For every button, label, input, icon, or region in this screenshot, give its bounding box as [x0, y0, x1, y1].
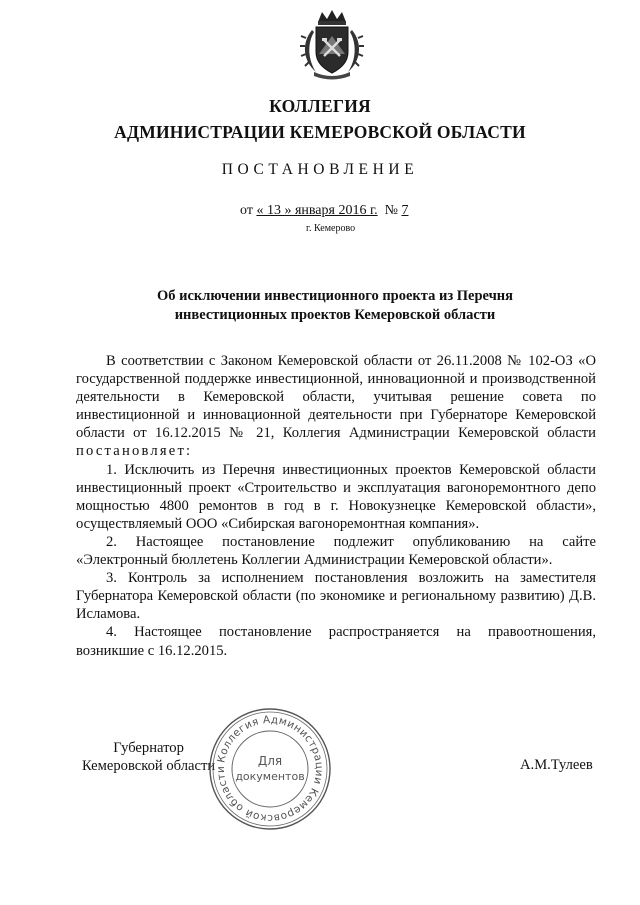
- date-day-value: 13: [263, 203, 285, 218]
- stamp-center-line-2: документов: [235, 770, 305, 783]
- collegium-title: КОЛЛЕГИЯ: [269, 96, 371, 116]
- administration-title: АДМИНИСТРАЦИИ КЕМЕРОВСКОЙ ОБЛАСТИ: [114, 122, 526, 142]
- decree-item-2: 2. Настоящее постановление подлежит опубликованию на сайте «Электронный бюллетень Коллегии Администрации Кемеровской области».: [76, 533, 596, 569]
- document-number: 7: [401, 203, 409, 218]
- signatory-title-line-2: Кемеровской области: [82, 758, 216, 774]
- decree-item-4: 4. Настоящее постановление распространяется на правоотношения, возникшие с 16.12.2015.: [76, 624, 596, 659]
- date-prefix: от: [240, 203, 253, 218]
- official-stamp: [207, 706, 333, 832]
- decrees-word: постановляет:: [76, 443, 193, 460]
- subject-line-1: Об исключении инвестиционного проекта из Перечня: [156, 288, 513, 304]
- city-name: г. Кемерово: [306, 223, 356, 234]
- decree-item-3: 3. Контроль за исполнением постановления возложить на заместителя Губернатора Кемеровской области (по экономике и региональному развитию) Д.В. Исламова.: [76, 570, 596, 623]
- date-month-year: января 2016 г.: [291, 203, 378, 218]
- date-day: [256, 203, 291, 218]
- document-body: [76, 352, 596, 660]
- signatory-title: [82, 739, 215, 775]
- preamble-paragraph: [76, 352, 596, 461]
- coat-of-arms-emblem: [298, 8, 366, 80]
- number-label: №: [384, 203, 398, 218]
- stamp-ring-text: Коллегия Администрации Кемеровской области: [214, 713, 326, 825]
- date-day-open-quote: «: [256, 203, 264, 218]
- preamble-text: В соответствии с Законом Кемеровской области от 26.11.2008 № 102-ОЗ «О государственной поддержке инвестиционной, инновационной и производственной деятельности в Кемеровской области, учитывая решение совета по инвестиционной и инновационной деятельности при Губернаторе Кемеровской области от 16.12.2015 № 21, Коллегия Администрации Кемеровской области: [76, 353, 596, 442]
- decree-item-1: 1. Исключить из Перечня инвестиционных проектов Кемеровской области инвестиционный проект «Строительство и эксплуатация вагоноремонтного депо мощностью 4800 ремонтов в год в г. Новокузнецке Кемеровской области», осуществляемый ООО «Сибирская вагоноремонтная компания».: [76, 461, 596, 532]
- signatory-name: А.М.Тулеев: [520, 757, 593, 773]
- signatory-title-line-1: Губернатор: [113, 740, 184, 756]
- date-day-close-quote: »: [284, 203, 292, 218]
- subject-line-2: инвестиционных проектов Кемеровской области: [174, 307, 496, 323]
- document-type: ПОСТАНОВЛЕНИЕ: [221, 161, 419, 178]
- stamp-center-line-1: Для: [257, 754, 283, 768]
- date-and-number-line: [240, 203, 408, 219]
